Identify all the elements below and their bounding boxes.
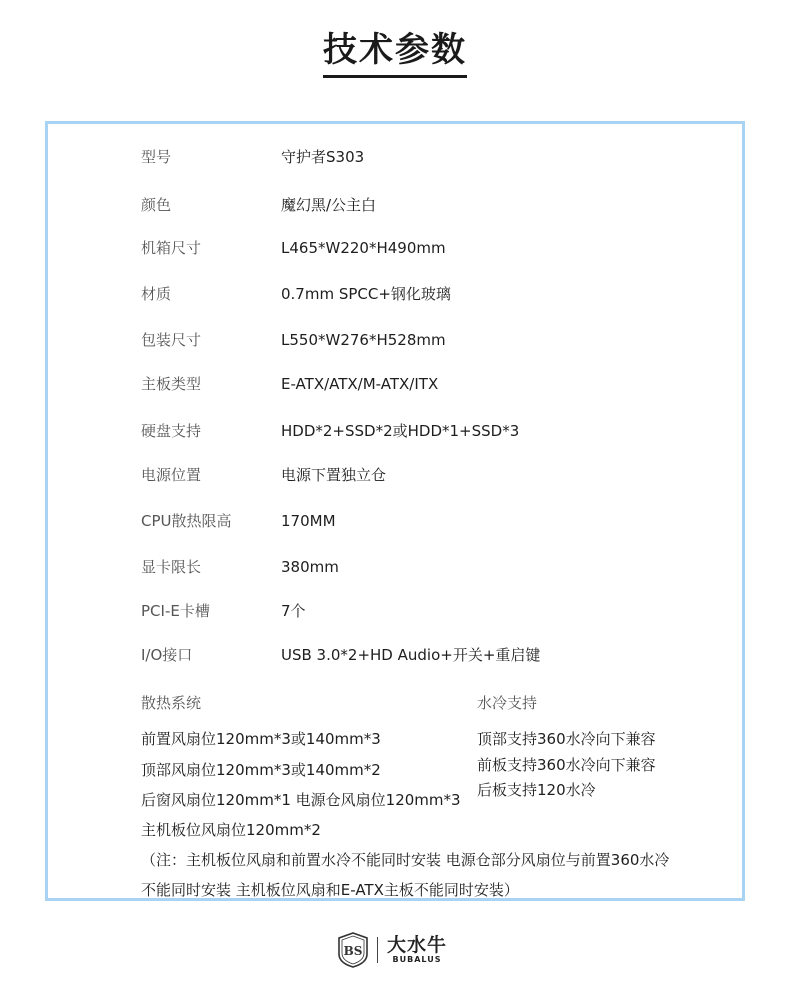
page-title-wrap — [0, 22, 790, 78]
note-line: 不能同时安装 主机板位风扇和E-ATX主板不能同时安装） — [141, 881, 519, 899]
spec-label: 材质 — [141, 285, 172, 303]
spec-label: 电源位置 — [141, 466, 202, 484]
spec-value: 380mm — [281, 558, 339, 576]
spec-value: 电源下置独立仓 — [281, 466, 387, 484]
spec-label: 显卡限长 — [141, 558, 202, 576]
spec-value: 魔幻黑/公主白 — [281, 196, 377, 214]
brand-wordmark — [387, 935, 447, 965]
spec-value: L550*W276*H528mm — [281, 331, 446, 349]
logo-divider — [377, 937, 378, 963]
water-line: 前板支持360水冷向下兼容 — [477, 756, 656, 774]
spec-value: 170MM — [281, 512, 336, 530]
page-title: 技术参数 — [323, 22, 467, 78]
brand-name-cn: 大水牛 — [387, 934, 448, 956]
spec-value: 0.7mm SPCC+钢化玻璃 — [281, 285, 451, 303]
spec-value: 7个 — [281, 602, 306, 620]
spec-label: 型号 — [141, 148, 172, 166]
note-line: （注：主机板位风扇和前置水冷不能同时安装 电源仓部分风扇位与前置360水冷 — [141, 851, 670, 869]
spec-label: 包装尺寸 — [141, 331, 202, 349]
seal-text: BS — [343, 944, 363, 958]
spec-label: 主板类型 — [141, 375, 202, 393]
spec-label: 机箱尺寸 — [141, 239, 202, 257]
spec-label: PCI-E卡槽 — [141, 602, 210, 620]
water-line: 后板支持120水冷 — [477, 781, 596, 799]
cooling-line: 顶部风扇位120mm*3或140mm*2 — [141, 761, 381, 779]
water-line: 顶部支持360水冷向下兼容 — [477, 730, 656, 748]
spec-value: L465*W220*H490mm — [281, 239, 446, 257]
spec-label: 颜色 — [141, 196, 172, 214]
spec-label: CPU散热限高 — [141, 512, 232, 530]
spec-label: 硬盘支持 — [141, 422, 202, 440]
cooling-line: 主机板位风扇位120mm*2 — [141, 821, 321, 839]
cooling-line: 后窗风扇位120mm*1 电源仓风扇位120mm*3 — [141, 791, 461, 809]
brand-logo — [336, 930, 447, 970]
spec-value: HDD*2+SSD*2或HDD*1+SSD*3 — [281, 422, 520, 440]
spec-label: I/O接口 — [141, 646, 193, 664]
spec-value: 守护者S303 — [281, 148, 365, 166]
bs-seal-icon — [336, 932, 370, 968]
spec-value: USB 3.0*2+HD Audio+开关+重启键 — [281, 646, 541, 664]
spec-value: E-ATX/ATX/M-ATX/ITX — [281, 375, 439, 393]
cooling-heading: 散热系统 — [141, 694, 202, 712]
brand-name-en: BUBALUS — [392, 955, 442, 964]
cooling-line: 前置风扇位120mm*3或140mm*3 — [141, 730, 381, 748]
water-heading: 水冷支持 — [477, 694, 538, 712]
